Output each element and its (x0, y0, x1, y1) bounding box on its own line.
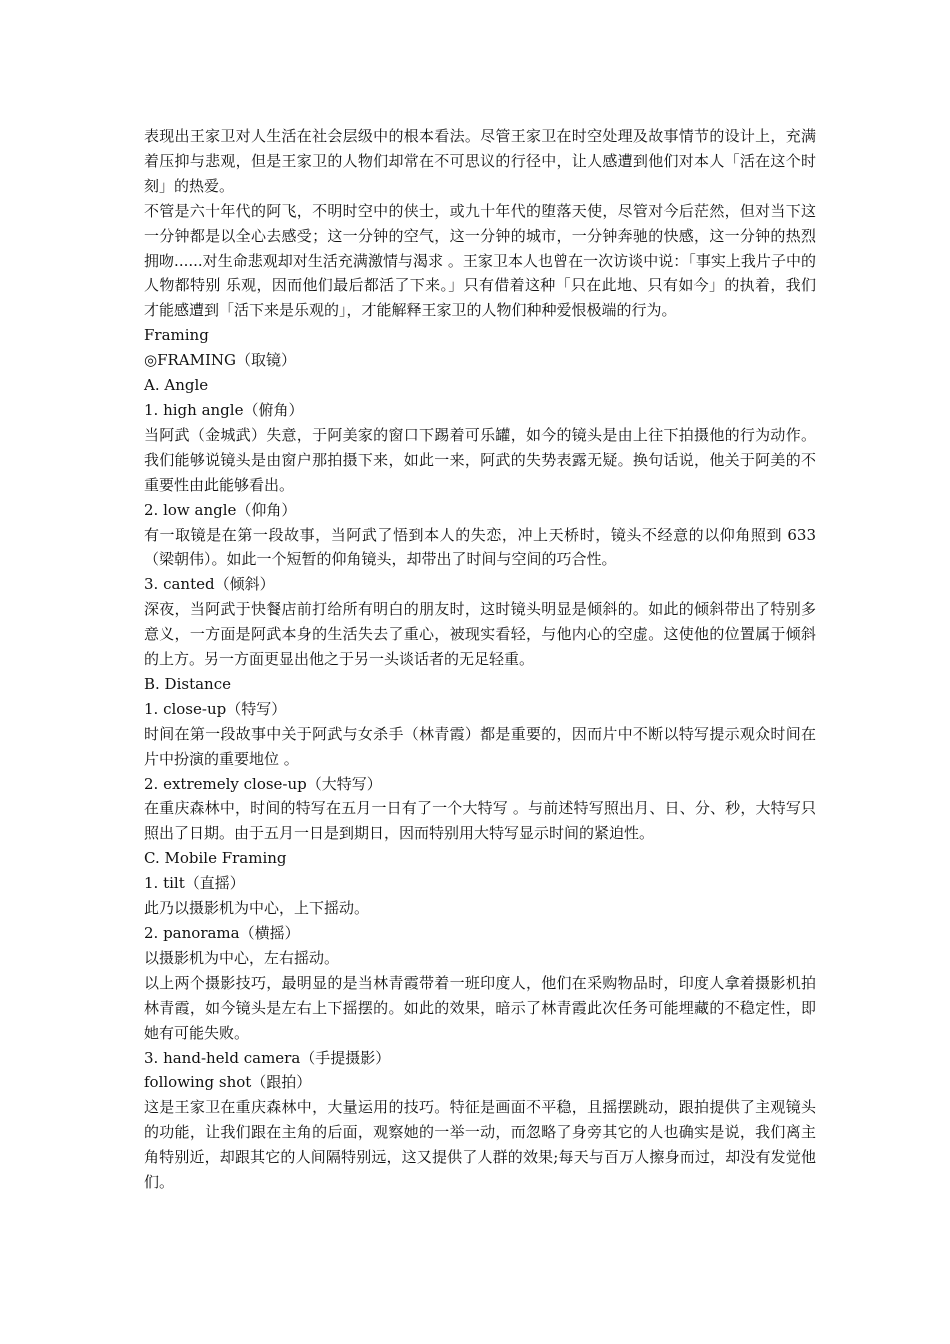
subheading-following-shot: following shot（跟拍） (144, 1073, 312, 1092)
subheading-panorama: 2. panorama（横摇） (144, 924, 300, 942)
subheading-low-angle: 2. low angle（仰角） (144, 500, 297, 519)
subheading-extreme-close-up: 2. extremely close-up（大特写） (144, 774, 382, 793)
paragraph-close-up: 时间在第一段故事中关于阿武与女杀手（林青霞）都是重要的，因而片中不断以特写提示观众时间在片中扮演的重要地位 。 (144, 724, 816, 768)
subheading-canted: 3. canted（倾斜） (144, 575, 275, 594)
paragraph-attitude: 不管是六十年代的阿飞，不明时空中的侠士，或九十年代的堕落天使，尽管对今后茫然，但对当下这一分钟都是以全心去感受；这一分钟的空气，这一分钟的城市，一分钟奔驰的快感，这一分钟的热烈拥吻......对生命悲观却对生活充满激情与渴求 。王家卫本人也曾在一次访谈中说：「事实上我片子中的人物都特别 乐观，因而他们最后都活了下来。」只有借着这种「只在此地、只有如今」的执着，我们才能感遭到「活下来是乐观的」，才能解释王家卫的人物们种种爱恨极端的行为。 (144, 201, 816, 320)
heading-framing-section: ◎FRAMING（取镜） (144, 351, 297, 370)
subheading-close-up: 1. close-up（特写） (144, 699, 287, 718)
paragraph-low-angle: 有一取镜是在第一段故事，当阿武了悟到本人的失恋，冲上天桥时，镜头不经意的以仰角照到 633（梁朝伟）。如此一个短暂的仰角镜头，却带出了时间与空间的巧合性。 (144, 525, 816, 569)
document-body (144, 124, 816, 1195)
paragraph-intro: 表现出王家卫对人生活在社会层级中的根本看法。尽管王家卫在时空处理及故事情节的设计上，充满着压抑与悲观，但是王家卫的人物们却常在不可思议的行径中，让人感遭到他们对本人「活在这个时刻」的热爱。 (144, 127, 816, 195)
paragraph-high-angle: 当阿武（金城武）失意，于阿美家的窗口下踢着可乐罐，如今的镜头是由上往下拍摄他的行为动作。我们能够说镜头是由窗户那拍摄下来，如此一来，阿武的失势表露无疑。换句话说，他关于阿美的不重要性由此能够看出。 (144, 425, 816, 494)
paragraph-panorama: 以摄影机为中心，左右摇动。 (144, 948, 340, 967)
subheading-high-angle: 1. high angle（俯角） (144, 400, 304, 419)
heading-angle: A. Angle (144, 376, 209, 395)
subheading-hand-held: 3. hand-held camera（手提摄影） (144, 1048, 391, 1067)
paragraph-extreme-close-up: 在重庆森林中，时间的特写在五月一日有了一个大特写 。与前述特写照出月、日、分、秒，大特写只照出了日期。由于五月一日是到期日，因而特别用大特写显示时间的紧迫性。 (144, 799, 816, 843)
paragraph-canted: 深夜，当阿武于快餐店前打给所有明白的朋友时，这时镜头明显是倾斜的。如此的倾斜带出了特别多意义，一方面是阿武本身的生活失去了重心，被现实看轻，与他内心的空虚。这使他的位置属于倾斜的上方。另一方面更显出他之于另一头谈话者的无足轻重。 (144, 600, 816, 669)
subheading-tilt: 1. tilt（直摇） (144, 874, 245, 893)
paragraph-tilt: 此乃以摄影机为中心，上下摇动。 (144, 899, 370, 918)
paragraph-tilt-panorama-example: 以上两个摄影技巧，最明显的是当林青霞带着一班印度人，他们在采购物品时，印度人拿着摄影机拍林青霞，如今镜头是左右上下摇摆的。如此的效果，暗示了林青霞此次任务可能埋藏的不稳定性，即她有可能失败。 (144, 973, 816, 1042)
heading-distance: B. Distance (144, 674, 231, 693)
heading-framing: Framing (144, 326, 209, 345)
paragraph-following-shot: 这是王家卫在重庆森林中，大量运用的技巧。特征是画面不平稳，且摇摆跳动，跟拍提供了主观镜头的功能，让我们跟在主角的后面，观察她的一举一动，而忽略了身旁其它的人也确实是说，我们离主角特别近，却跟其它的人间隔特别远，这又提供了人群的效果;每天与百万人擦身而过，却没有发觉他们。 (144, 1098, 816, 1192)
heading-mobile-framing: C. Mobile Framing (144, 849, 287, 868)
